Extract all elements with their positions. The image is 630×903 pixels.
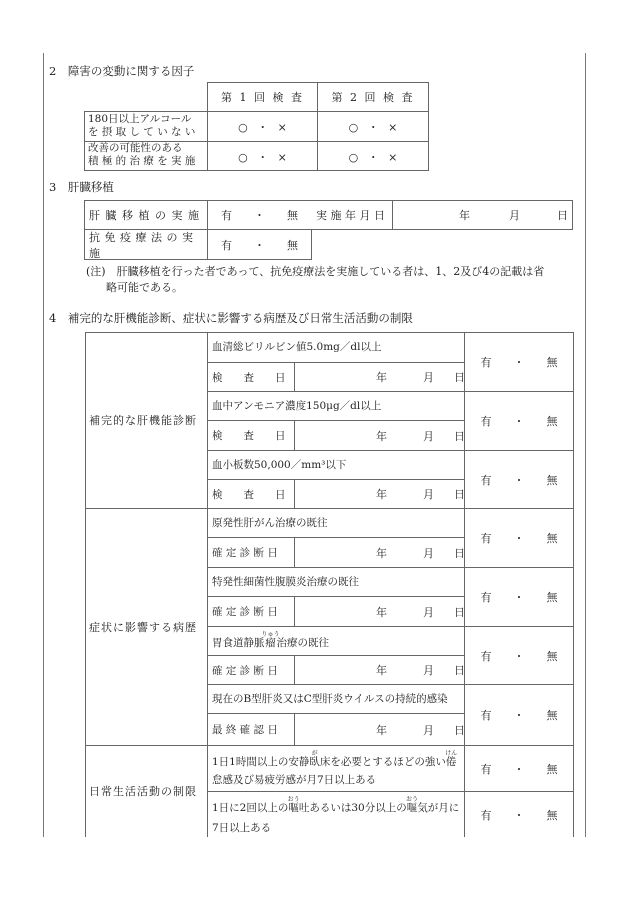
criterion-text: 血中アンモニア濃度150μg／dl以上 <box>212 399 382 412</box>
month-label: 月 <box>423 605 434 619</box>
no-option[interactable]: 無 <box>546 709 558 722</box>
yes-option[interactable]: 有 <box>221 238 232 252</box>
row-label-no-alcohol: 180日以上アルコール を 摂 取 し て い な い <box>88 113 196 138</box>
page-border-right <box>585 53 586 837</box>
table-border-left <box>85 332 86 837</box>
table-border-right <box>573 332 574 837</box>
year-label: 年 <box>376 546 387 560</box>
section-2-heading: 2 障害の変動に関する因子 <box>49 64 195 78</box>
yes-no-choice[interactable] <box>465 792 573 837</box>
date-field[interactable] <box>295 597 463 626</box>
yes-no-choice[interactable] <box>465 627 573 684</box>
page-border-left <box>43 53 44 837</box>
separator: ・ <box>254 238 265 252</box>
criterion-text: 1日1時間以上の安静臥が床を必要とするほどの強い倦けん怠感及び易疲労感が月7日以上ある <box>212 750 458 786</box>
date-label: 確 定 診 断 日 <box>212 547 278 559</box>
no-option[interactable]: 無 <box>546 649 558 663</box>
month-label: 月 <box>423 371 434 384</box>
date-label: 検 査 日 <box>212 371 286 384</box>
no-option[interactable]: 無 <box>546 473 558 487</box>
no-option[interactable]: 無 <box>546 762 558 776</box>
separator: ・ <box>513 356 525 369</box>
yes-option[interactable]: 有 <box>480 591 492 604</box>
day-label: 日 <box>454 488 465 501</box>
yes-no-choice[interactable] <box>465 451 573 508</box>
note-line-1: 肝臓移植を行った者であって、抗免疫療法を実施している者は、1、2及び4の記載は省 <box>116 265 545 278</box>
date-label: 検 査 日 <box>212 430 286 442</box>
yes-option[interactable]: 有 <box>480 808 492 822</box>
year-label: 年 <box>376 605 387 619</box>
immunosuppression-yes-no[interactable] <box>208 230 311 259</box>
day-label: 日 <box>454 371 465 384</box>
criterion-text: 特発性細菌性腹膜炎治療の既往 <box>212 575 359 588</box>
separator: ・ <box>513 532 525 545</box>
transplant-date-field[interactable] <box>393 201 572 229</box>
transplant-date-label: 実 施 年 月 日 <box>316 209 385 222</box>
exam-1-active-treatment-choice[interactable]: ○ ・ × <box>238 150 287 164</box>
section-3-note <box>86 264 581 296</box>
yes-option[interactable]: 有 <box>480 762 492 776</box>
year-label: 年 <box>376 723 387 737</box>
date-field[interactable] <box>295 538 463 567</box>
column-divider <box>207 332 208 837</box>
group-label: 症状に影響する病歴 <box>89 620 197 634</box>
yes-no-choice[interactable] <box>465 746 573 791</box>
yes-option[interactable]: 有 <box>480 356 492 369</box>
month-label: 月 <box>423 429 434 443</box>
date-field[interactable] <box>295 714 463 745</box>
month-label: 月 <box>423 546 434 560</box>
year-label: 年 <box>376 488 387 501</box>
month-label: 月 <box>423 488 434 501</box>
no-option[interactable]: 無 <box>546 356 558 369</box>
yes-no-choice[interactable] <box>465 568 573 626</box>
yes-option[interactable]: 有 <box>480 532 492 545</box>
yes-no-choice[interactable] <box>465 509 573 567</box>
no-option[interactable]: 無 <box>287 238 298 252</box>
no-option[interactable]: 無 <box>546 808 558 822</box>
criterion-text: 現在のB型肝炎又はC型肝炎ウイルスの持続的感染 <box>212 692 448 705</box>
day-label: 日 <box>454 664 465 677</box>
separator: ・ <box>513 415 525 428</box>
date-label: 確 定 診 断 日 <box>212 606 278 618</box>
day-label: 日 <box>454 605 465 619</box>
immunosuppression-label: 抗 免 疫 療 法 の 実 施 <box>89 230 194 260</box>
note-prefix: (注) <box>86 265 106 278</box>
date-label: 確 定 診 断 日 <box>212 664 278 677</box>
criterion-text: 血小板数50,000／mm³以下 <box>212 458 347 471</box>
no-option[interactable]: 無 <box>546 532 558 545</box>
yes-option[interactable]: 有 <box>480 709 492 722</box>
no-option[interactable]: 無 <box>546 591 558 604</box>
date-field[interactable] <box>295 656 463 684</box>
day-label: 日 <box>454 723 465 737</box>
separator: ・ <box>513 591 525 604</box>
transplant-yes-no[interactable] <box>208 201 311 229</box>
day-label: 日 <box>454 546 465 560</box>
yes-no-choice[interactable] <box>465 333 573 391</box>
date-label: 最 終 確 認 日 <box>212 724 278 736</box>
yes-option[interactable]: 有 <box>221 209 232 222</box>
yes-option[interactable]: 有 <box>480 415 492 428</box>
no-option[interactable]: 無 <box>287 209 298 222</box>
yes-no-choice[interactable] <box>465 392 573 450</box>
year-label: 年 <box>376 429 387 443</box>
row-label-active-treatment: 改善の可能性のある 積 極 的 治 療 を 実 施 <box>88 142 196 167</box>
criterion-text: 1日に2回以上の嘔おう吐あるいは30分以上の嘔おう気が月に7日以上ある <box>212 796 460 834</box>
year-label: 年 <box>376 664 387 677</box>
date-field[interactable] <box>295 363 463 391</box>
year-label: 年 <box>376 371 387 384</box>
note-line-2: 略可能である。 <box>106 281 183 294</box>
yes-option[interactable]: 有 <box>480 473 492 487</box>
separator: ・ <box>513 808 525 822</box>
group-label: 補完的な肝機能診断 <box>89 414 197 427</box>
separator: ・ <box>513 473 525 487</box>
criterion-text: 胃食道静脈瘤りゅう治療の既往 <box>212 631 329 649</box>
exam-2-active-treatment-choice[interactable]: ○ ・ × <box>348 150 398 164</box>
column-header-exam-2: 第 2 回 検 査 <box>331 91 415 104</box>
exam-2-no-alcohol-choice[interactable]: ○ ・ × <box>348 120 398 134</box>
month-label: 月 <box>509 209 520 222</box>
criterion-text: 原発性肝がん治療の既往 <box>212 516 328 529</box>
exam-1-no-alcohol-choice[interactable]: ○ ・ × <box>238 120 287 134</box>
section-3-heading: 3 肝臓移植 <box>49 180 114 194</box>
no-option[interactable]: 無 <box>546 415 558 428</box>
date-field[interactable] <box>295 421 463 450</box>
yes-no-choice[interactable] <box>465 685 573 745</box>
yes-option[interactable]: 有 <box>480 649 492 663</box>
separator: ・ <box>513 709 525 722</box>
group-label: 日常生活活動の制限 <box>89 785 197 798</box>
transplant-label: 肝 臓 移 植 の 実 施 <box>89 209 200 222</box>
separator: ・ <box>513 762 525 776</box>
column-header-exam-1: 第 1 回 検 査 <box>221 91 304 104</box>
separator: ・ <box>254 209 265 222</box>
day-label: 日 <box>454 429 465 443</box>
day-label: 日 <box>557 209 568 222</box>
year-label: 年 <box>459 209 470 222</box>
month-label: 月 <box>423 664 434 677</box>
criterion-text: 血清総ビリルビン値5.0mg／dl以上 <box>212 341 382 353</box>
date-field[interactable] <box>295 480 463 508</box>
separator: ・ <box>513 649 525 663</box>
month-label: 月 <box>423 723 434 737</box>
date-label: 検 査 日 <box>212 488 286 501</box>
section-4-heading: 4 補完的な肝機能診断、症状に影響する病歴及び日常生活活動の制限 <box>49 311 413 325</box>
